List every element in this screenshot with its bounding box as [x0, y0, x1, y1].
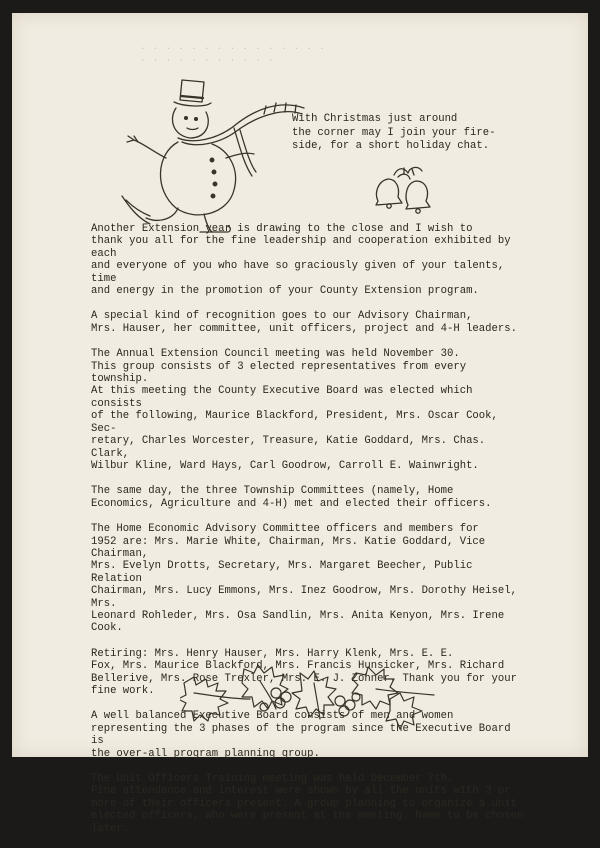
paragraph-council-meeting: The Annual Extension Council meeting was held November 30. This group consists of 3 elected representatives from every township. At this meeting the County Executive Board was elected which consists of the following, Maurice Blackford, President, Mrs. Oscar Cook, Sec- retary, Charles Worcester, Treasure, Katie Goddard, Mrs. Chas. Clark, Wilbur Kline, Ward Hays, Carl Goodrow, Carroll E. Wainwright. [91, 348, 498, 472]
paragraph-executive-board: A well balanced Executive Board consists of men and women representing the 3 phases of the program since the Executive Board is the over-all program planning group. [91, 710, 511, 760]
christmas-bells-illustration [368, 165, 438, 215]
holiday-greeting: With Christmas just around the corner may I join your fire- side, for a short holiday chat. [292, 113, 496, 152]
holly-illustration [180, 659, 440, 731]
paragraph-thanks: Another Extension year is drawing to the close and I wish to thank you all for the fine leadership and cooperation exhibited by each and everyone of you who have so graciously given of your talents, time and energy in the promotion of your County Extension program. [91, 223, 511, 298]
newsletter-page [12, 13, 588, 835]
faded-header-line: · · · · · · · · · · · [140, 56, 275, 66]
paragraph-officers-training: The Unit Officers Training meeting was held December 7th. Fine attendance and interest were shown by all the units with 3 or more of their officers present. A group planning to organize a unit elected officers, who were present at the meeting. Name to be chosen later. [91, 773, 524, 835]
faded-header-line: · · · · · · · · · · · · · · · [140, 44, 326, 54]
paragraph-retiring: Retiring: Mrs. Henry Hauser, Mrs. Harry Klenk, Mrs. E. E. Fox, Mrs. Maurice Blackford, Mrs. Francis Hunsicker, Mrs. Richard Bellerive, Mrs. Rose Trexler, Mrs. E. J. Zohner. Thank you for your fine work. [91, 647, 517, 697]
paragraph-township-committees: The same day, the three Township Committees (namely, Home Economics, Agriculture and 4-H) met and elected their officers. [91, 485, 492, 510]
letter-body [91, 223, 527, 848]
paragraph-advisory-committee: The Home Economic Advisory Committee officers and members for 1952 are: Mrs. Marie White, Chairman, Mrs. Katie Goddard, Vice Chairman, Mrs. Evelyn Drotts, Secretary, Mrs. Margaret Beecher, Public Relation Chairman, Mrs. Lucy Emmons, Mrs. Inez Goodrow, Mrs. Dorothy Heisel, Mrs. Leonard Rohleder, Mrs. Osa Sandlin, Mrs. Anita Kenyon, Mrs. Irene Cook. [91, 523, 517, 635]
snowman-illustration [116, 68, 316, 238]
paragraph-recognition: A special kind of recognition goes to our Advisory Chairman, Mrs. Hauser, her committee, unit officers, project and 4-H leaders. [91, 310, 517, 335]
